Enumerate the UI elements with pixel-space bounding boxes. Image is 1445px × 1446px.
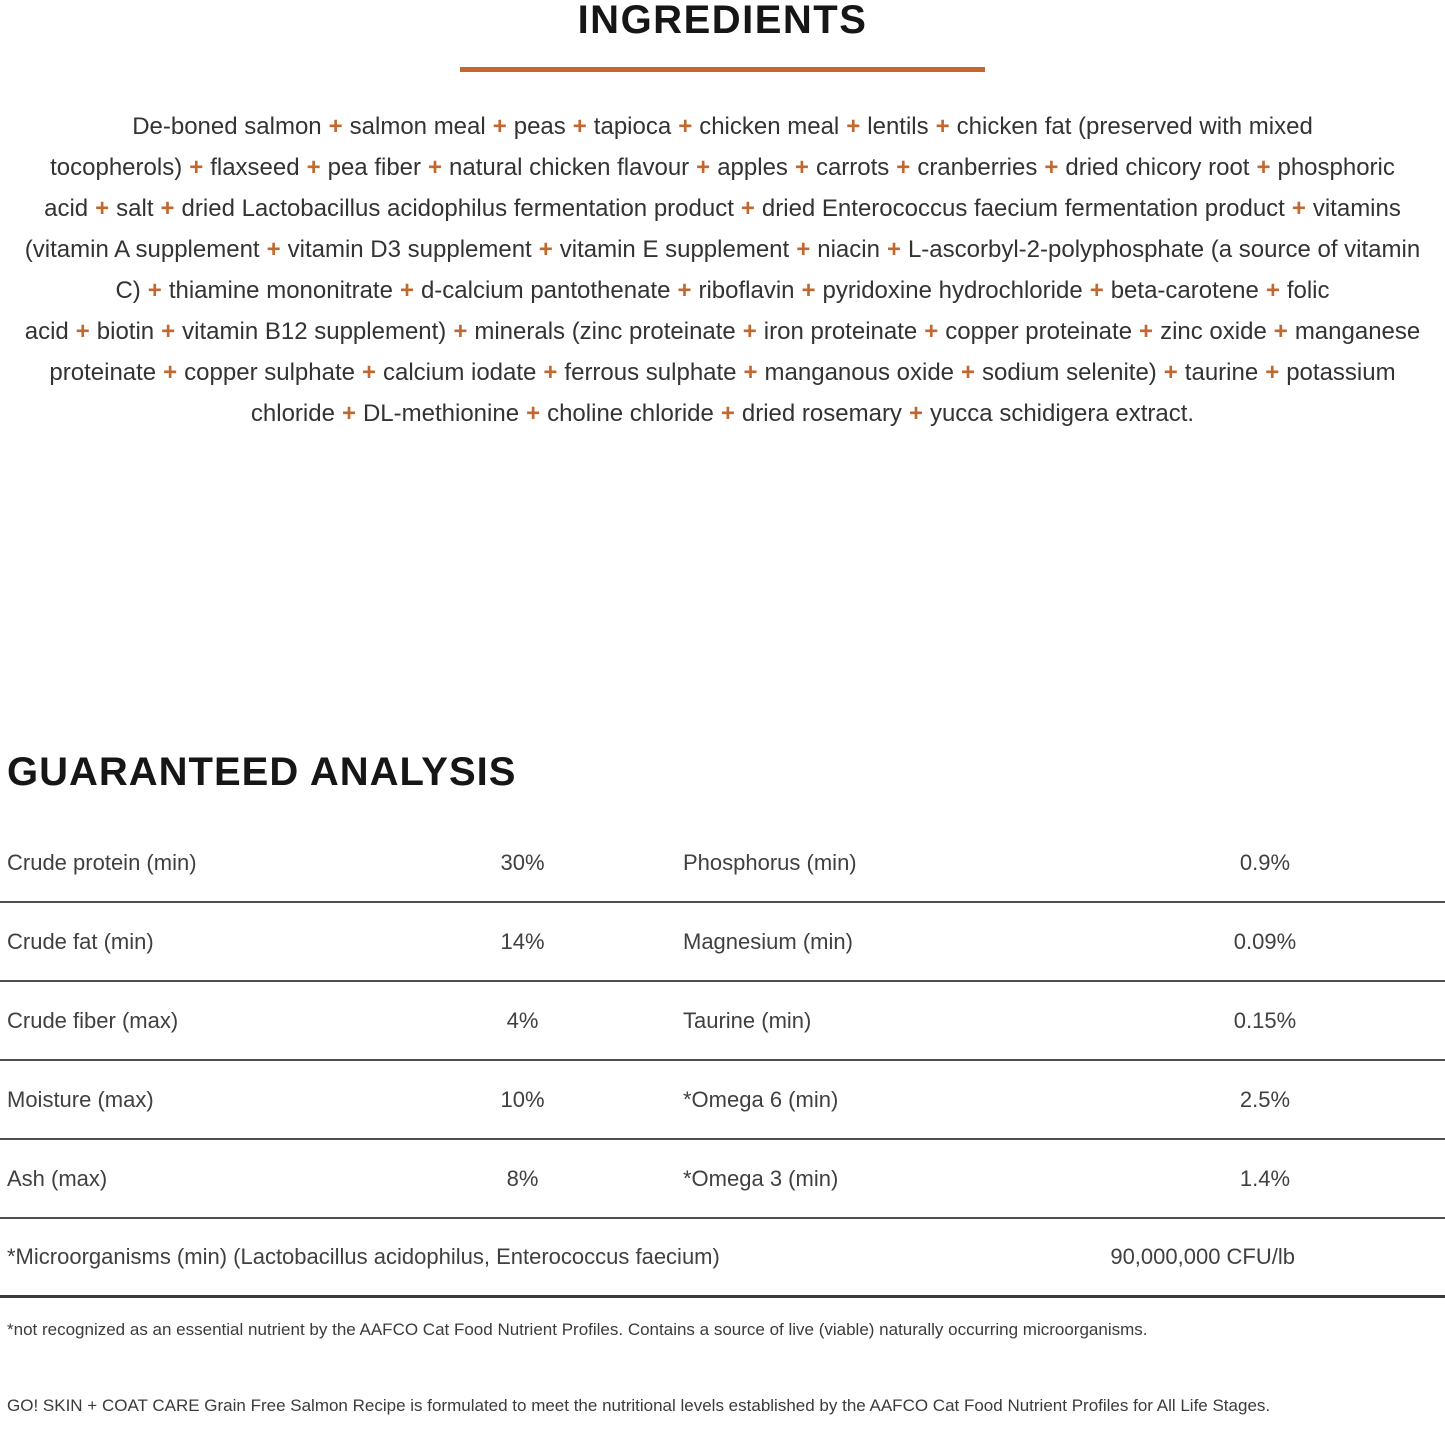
ingredient-item: copper sulphate: [184, 359, 355, 386]
plus-separator: +: [1044, 154, 1059, 181]
ingredient-item: riboflavin: [698, 277, 795, 304]
plus-separator: +: [572, 113, 587, 140]
ingredients-title: INGREDIENTS: [577, 0, 868, 42]
ingredient-item: dried Lactobacillus acidophilus fermentation product: [181, 195, 734, 222]
ingredient-item: ferrous sulphate: [564, 359, 737, 386]
analysis-nutrient-value: 0.09%: [1233, 928, 1297, 954]
plus-separator: +: [1256, 154, 1271, 181]
ingredient-item: peas: [513, 113, 566, 140]
accent-divider-rule: [460, 67, 985, 72]
plus-separator: +: [740, 195, 755, 222]
ingredient-item: niacin: [817, 236, 880, 263]
footnote-aafco-microorganisms: *not recognized as an essential nutrient by the AAFCO Cat Food Nutrient Profiles. Contains a source of live (viable) naturally occurring microorganisms.: [7, 1320, 1148, 1339]
plus-separator: +: [720, 400, 735, 427]
ingredient-item: dried Enterococcus faecium fermentation product: [761, 195, 1285, 222]
ingredient-item: pea fiber: [327, 154, 422, 181]
ingredient-item: copper proteinate: [945, 318, 1133, 345]
ingredient-item: dried rosemary: [741, 400, 902, 427]
plus-separator: +: [543, 359, 558, 386]
analysis-nutrient-label: Moisture (max): [7, 1086, 154, 1112]
ingredient-item: choline chloride: [547, 400, 714, 427]
footnote-formulation-statement: GO! SKIN + COAT CARE Grain Free Salmon Recipe is formulated to meet the nutritional levels established by the AAFCO Cat Food Nutrient Profiles for All Life Stages.: [7, 1396, 1271, 1415]
plus-separator: +: [796, 236, 811, 263]
ingredient-item: beta-carotene: [1110, 277, 1259, 304]
analysis-row: [0, 1061, 1445, 1140]
ingredient-item: chicken fat (preserved with mixed tocopherols): [50, 113, 1313, 181]
plus-separator: +: [95, 195, 110, 222]
ingredient-item: L-ascorbyl-2-polyphosphate (a source of vitamin C): [115, 236, 1421, 304]
plus-separator: +: [896, 154, 911, 181]
plus-separator: +: [1291, 195, 1306, 222]
plus-separator: +: [696, 154, 711, 181]
ingredient-item: minerals (zinc proteinate: [474, 318, 736, 345]
ingredient-item: tapioca: [593, 113, 672, 140]
analysis-nutrient-value: 0.9%: [1239, 849, 1291, 875]
plus-separator: +: [160, 195, 175, 222]
plus-separator: +: [1273, 318, 1288, 345]
plus-separator: +: [453, 318, 468, 345]
analysis-nutrient-label: Crude fiber (max): [7, 1007, 179, 1033]
analysis-nutrient-value: 90,000,000 CFU/lb: [1110, 1244, 1295, 1269]
analysis-nutrient-value: 2.5%: [1239, 1086, 1291, 1112]
analysis-nutrient-label: *Omega 6 (min): [683, 1086, 839, 1112]
ingredient-item: flaxseed: [210, 154, 300, 181]
analysis-nutrient-value: 0.15%: [1233, 1007, 1297, 1033]
plus-separator: +: [1139, 318, 1154, 345]
plus-separator: +: [399, 277, 414, 304]
ingredient-item: dried chicory root: [1065, 154, 1250, 181]
ingredient-item: zinc oxide: [1160, 318, 1267, 345]
ingredient-item: manganous oxide: [764, 359, 955, 386]
analysis-nutrient-value: 30%: [500, 849, 545, 875]
ingredient-item: salt: [116, 195, 154, 222]
analysis-nutrient-label: Magnesium (min): [683, 928, 853, 954]
plus-separator: +: [961, 359, 976, 386]
ingredient-item: folic acid: [24, 277, 1330, 345]
plus-separator: +: [328, 113, 343, 140]
analysis-nutrient-label: Crude fat (min): [7, 928, 154, 954]
ingredient-item: sodium selenite): [982, 359, 1157, 386]
plus-separator: +: [677, 277, 692, 304]
plus-separator: +: [1265, 359, 1280, 386]
analysis-nutrient-value: 14%: [500, 928, 545, 954]
plus-separator: +: [189, 154, 204, 181]
analysis-nutrient-label: *Omega 3 (min): [683, 1165, 839, 1191]
plus-separator: +: [1163, 359, 1178, 386]
ingredient-item: salmon meal: [349, 113, 486, 140]
analysis-row: [0, 982, 1445, 1061]
plus-separator: +: [935, 113, 950, 140]
ingredient-item: chicken meal: [699, 113, 840, 140]
ingredients-header: [0, 0, 1445, 72]
analysis-nutrient-label: Taurine (min): [683, 1007, 812, 1033]
plus-separator: +: [147, 277, 162, 304]
ingredient-item: vitamin E supplement: [559, 236, 790, 263]
plus-separator: +: [428, 154, 443, 181]
plus-separator: +: [742, 318, 757, 345]
plus-separator: +: [908, 400, 923, 427]
plus-separator: +: [846, 113, 861, 140]
plus-separator: +: [678, 113, 693, 140]
analysis-nutrient-label: *Microorganisms (min) (Lactobacillus acidophilus, Enterococcus faecium): [7, 1244, 720, 1269]
ingredient-item: cranberries: [917, 154, 1038, 181]
ingredient-item: calcium iodate: [382, 359, 537, 386]
analysis-row: [0, 903, 1445, 982]
ingredient-item: biotin: [96, 318, 155, 345]
analysis-row: [0, 824, 1445, 903]
analysis-row: [0, 1140, 1445, 1219]
plus-separator: +: [1265, 277, 1280, 304]
ingredient-item: taurine: [1184, 359, 1259, 386]
plus-separator: +: [801, 277, 816, 304]
analysis-nutrient-value: 8%: [506, 1165, 539, 1191]
ingredient-item: d-calcium pantothenate: [420, 277, 671, 304]
ingredient-item: phosphoric acid: [44, 154, 1395, 222]
ingredients-text: [23, 106, 1423, 434]
ingredient-item: pyridoxine hydrochloride: [822, 277, 1083, 304]
ingredient-item: carrots: [815, 154, 890, 181]
plus-separator: +: [163, 359, 178, 386]
ingredient-item: vitamins (vitamin A supplement: [24, 195, 1401, 263]
analysis-nutrient-label: Phosphorus (min): [683, 849, 857, 875]
plus-separator: +: [924, 318, 939, 345]
plus-separator: +: [492, 113, 507, 140]
plus-separator: +: [75, 318, 90, 345]
analysis-nutrient-value: 1.4%: [1239, 1165, 1291, 1191]
plus-separator: +: [266, 236, 281, 263]
ingredient-item: thiamine mononitrate: [168, 277, 393, 304]
plus-separator: +: [306, 154, 321, 181]
plus-separator: +: [1089, 277, 1104, 304]
ingredient-item: DL-methionine: [362, 400, 520, 427]
analysis-nutrient-label: Ash (max): [7, 1165, 108, 1191]
ingredient-item: apples: [717, 154, 788, 181]
ingredient-item: vitamin D3 supplement: [287, 236, 532, 263]
plus-separator: +: [794, 154, 809, 181]
ingredient-item: yucca schidigera extract.: [929, 400, 1195, 427]
ingredient-item: vitamin B12 supplement): [182, 318, 447, 345]
plus-separator: +: [743, 359, 758, 386]
plus-separator: +: [161, 318, 176, 345]
plus-separator: +: [538, 236, 553, 263]
guaranteed-analysis-table: [0, 824, 1445, 1298]
plus-separator: +: [361, 359, 376, 386]
ingredient-item: potassium chloride: [250, 359, 1396, 427]
plus-separator: +: [341, 400, 356, 427]
ingredient-item: De-boned salmon: [132, 113, 322, 140]
plus-separator: +: [886, 236, 901, 263]
analysis-nutrient-value: 4%: [506, 1007, 539, 1033]
analysis-nutrient-value: 10%: [500, 1086, 545, 1112]
footnotes: [7, 1320, 1438, 1418]
ingredient-item: natural chicken flavour: [449, 154, 690, 181]
ingredient-item: iron proteinate: [763, 318, 918, 345]
ingredient-item: manganese proteinate: [49, 318, 1421, 386]
analysis-row-microorganisms: [0, 1219, 1445, 1298]
guaranteed-analysis-title: GUARANTEED ANALYSIS: [7, 750, 517, 794]
guaranteed-analysis-section: [0, 752, 1445, 1418]
ingredient-item: lentils: [867, 113, 929, 140]
plus-separator: +: [526, 400, 541, 427]
analysis-nutrient-label: Crude protein (min): [7, 849, 197, 875]
